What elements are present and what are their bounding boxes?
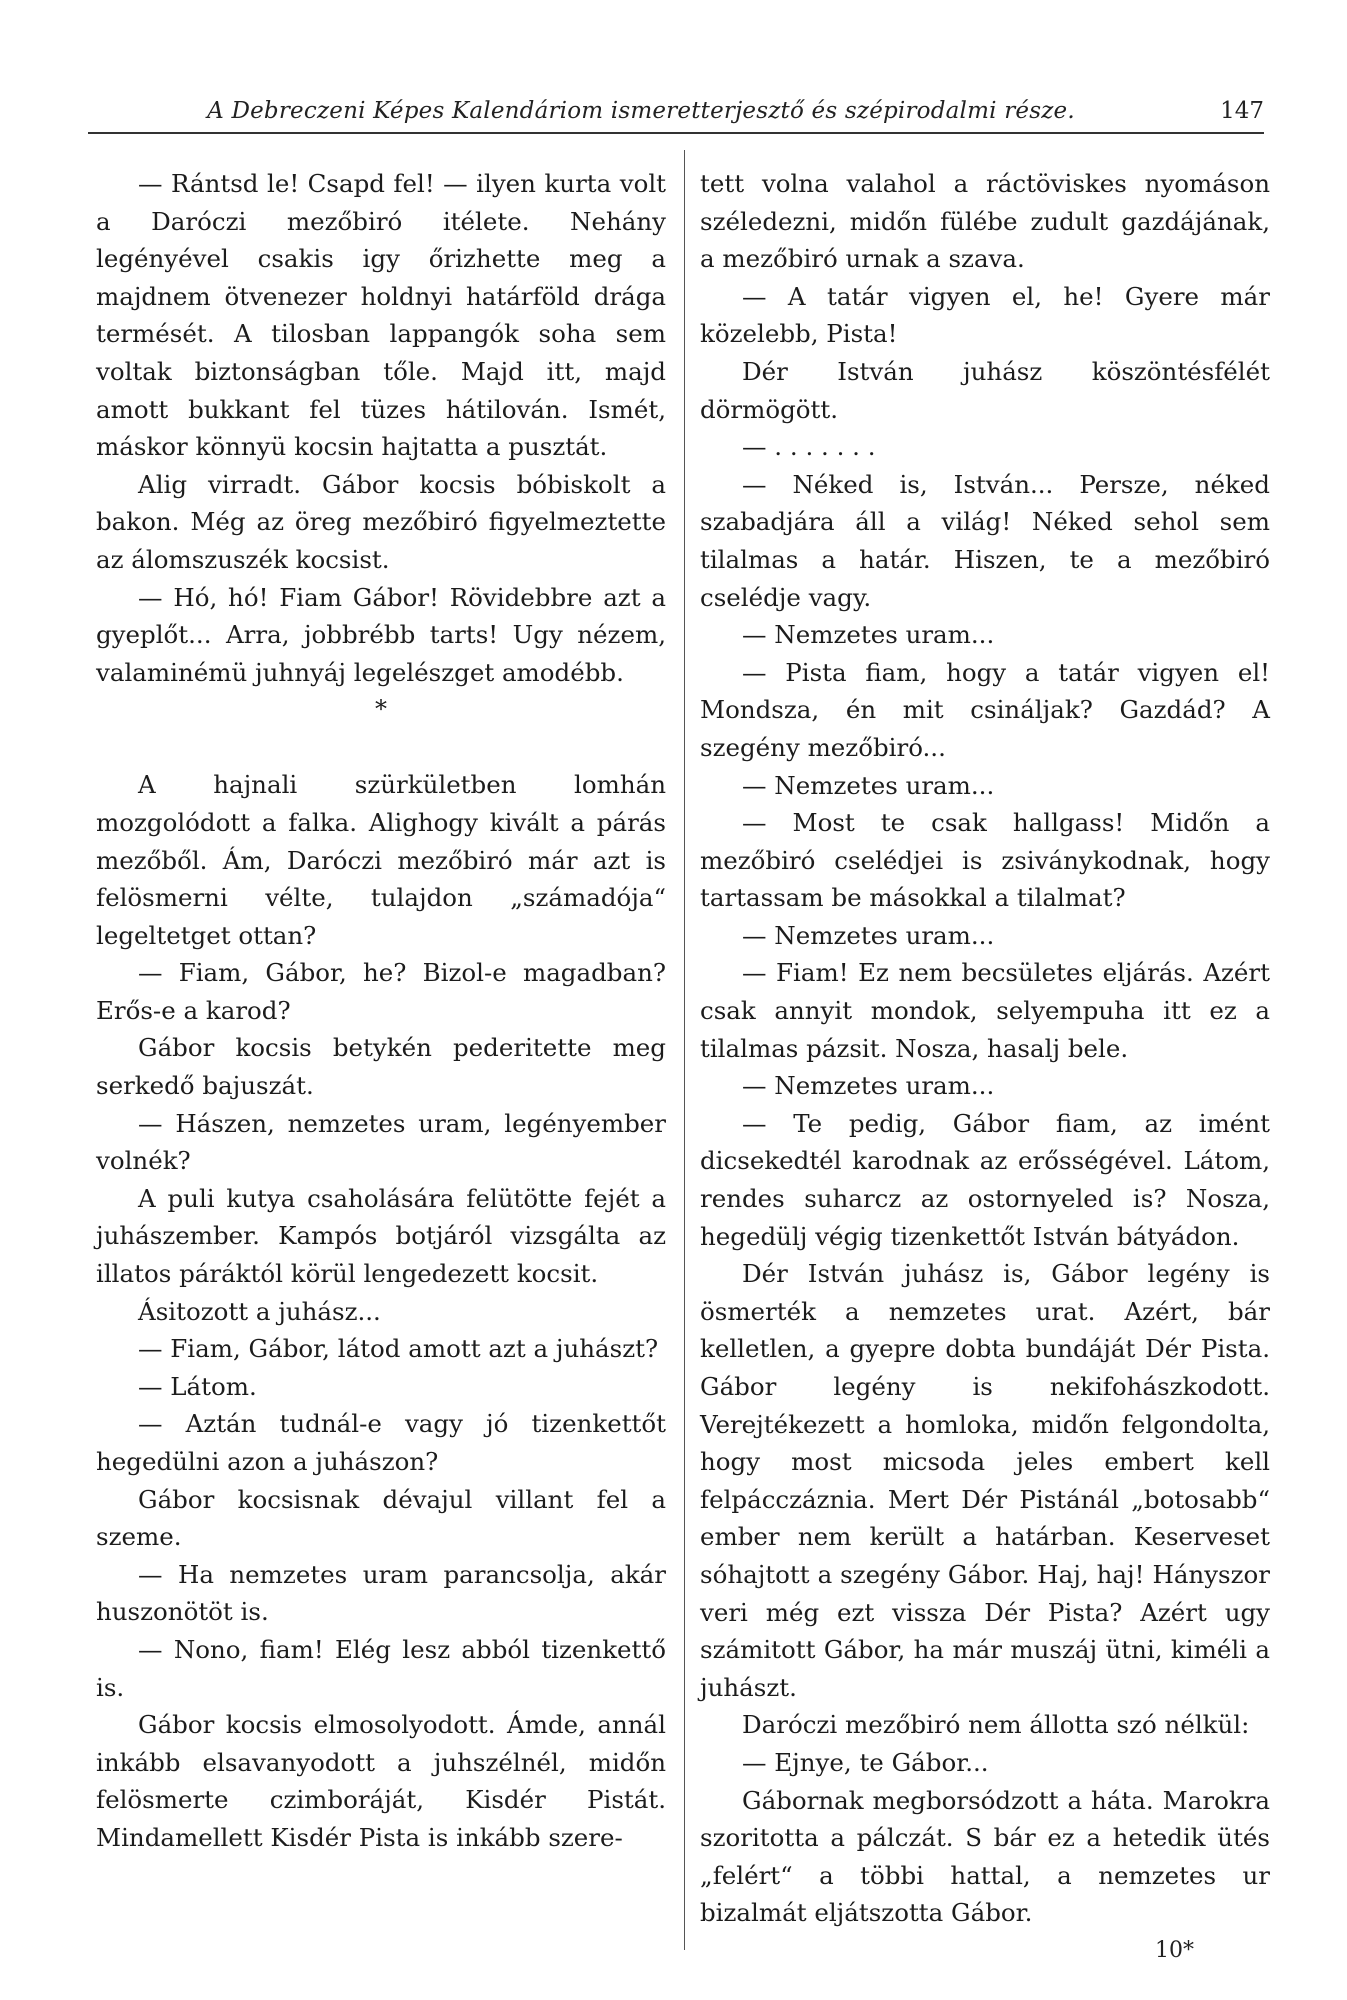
paragraph: — Látom.	[138, 1371, 257, 1401]
paragraph: — Fiam, Gábor, he? Bizol-e magadban? Erős-e a karod?	[96, 958, 666, 1025]
paragraph: — Most te csak hallgass! Midőn a mezőbiró cselédjei is zsiványkodnak, hogy tartassam be másokkal a tilalmat?	[700, 808, 1270, 913]
paragraph: Dér István juhász köszöntésfélét dörmögött.	[700, 356, 1270, 424]
paragraph: — Nono, fiam! Elég lesz abból tizenkettő is.	[96, 1634, 666, 1702]
section-break: *	[375, 695, 387, 724]
paragraph: — Ejnye, te Gábor...	[742, 1747, 989, 1777]
column-divider	[684, 150, 685, 1950]
paragraph: A hajnali szürkületben lomhán mozgolódott a falka. Alighogy kivált a párás mezőből. Ám, Daróczi mezőbiró már azt is felösmerni vélte, tulajdon „számadója“ legeltetget ottan?	[96, 770, 666, 950]
paragraph: — Te pedig, Gábor fiam, az imént dicsekedtél karodnak az erősségével. Látom, rendes suharcz az ostornyeled is? Nosza, hegedülj végig tizenkettőt István bátyádon.	[700, 1108, 1270, 1251]
paragraph: Gábor kocsisnak dévajul villant fel a szeme.	[96, 1484, 666, 1552]
header-title: A Debreczeni Képes Kalendáriom ismeretterjesztő és szépirodalmi része.	[207, 98, 1075, 124]
paragraph: Alig virradt. Gábor kocsis bóbiskolt a bakon. Még az öreg mezőbiró figyelmeztette az álomszuszék kocsist.	[96, 469, 666, 574]
paragraph: — Néked is, István... Persze, néked szabadjára áll a világ! Néked sehol sem tilalmas a határ. Hiszen, te a mezőbiró cselédje vagy.	[700, 469, 1270, 612]
paragraph: — Fiam, Gábor, látod amott azt a juhászt?	[138, 1334, 659, 1364]
paragraph: Ásitozott a juhász...	[138, 1296, 381, 1326]
paragraph: — Fiam! Ez nem becsületes eljárás. Azért csak annyit mondok, selyempuha itt ez a tilalmas pázsit. Nosza, hasalj bele.	[700, 958, 1270, 1063]
signature-mark: 10*	[1155, 1938, 1194, 1963]
paragraph: — Aztán tudnál-e vagy jó tizenkettőt hegedülni azon a juhászon?	[96, 1409, 666, 1476]
paragraph: Dér István juhász is, Gábor legény is ösmerték a nemzetes urat. Azért, bár kelletlen, a gyepre dobta bundáját Dér Pista. Gábor legény is nekifohászkodott. Verejtékezett a homloka, midőn felgondolta, hogy most micsoda jeles embert kell felpácczáznia. Mert Dér Pistánál „botosabb“ ember nem került a határban. Keserveset sóhajtott a szegény Gábor. Haj, haj! Hányszor veri még ezt vissza Dér Pista? Azért ugy számitott Gábor, ha már muszáj ütni, kiméli a juhászt.	[700, 1259, 1270, 1702]
paragraph: — Hászen, nemzetes uram, legényember volnék?	[96, 1108, 666, 1176]
paragraph: — Nemzetes uram...	[742, 770, 995, 800]
running-header	[88, 98, 1264, 132]
paragraph: Gábor kocsis elmosolyodott. Ámde, annál inkább elsavanyodott a juhszélnél, midőn felösmerte czimboráját, Kisdér Pistát. Mindamellett Kisdér Pista is inkább szere-	[96, 1710, 666, 1852]
paragraph: tett volna valahol a ráctöviskes nyomáson széledezni, midőn fülébe zudult gazdájának, a mezőbiró urnak a szava.	[700, 169, 1270, 274]
paragraph: — Hó, hó! Fiam Gábor! Rövidebbre azt a gyeplőt... Arra, jobbrébb tarts! Ugy nézem, valaminémü juhnyáj legelészget amodébb.	[96, 582, 666, 687]
right-column	[700, 165, 1270, 1932]
paragraph: — . . . . . . .	[742, 432, 876, 462]
paragraph: A puli kutya csaholására felütötte fejét a juhászember. Kampós botjáról vizsgálta az illatos páráktól körül lengedezett kocsit.	[96, 1183, 666, 1289]
paragraph: Daróczi mezőbiró nem állotta szó nélkül:	[742, 1710, 1250, 1740]
paragraph: — Nemzetes uram...	[742, 920, 995, 950]
paragraph: — A tatár vigyen el, he! Gyere már közelebb, Pista!	[700, 281, 1270, 349]
header-rule	[88, 132, 1264, 134]
paragraph: — Rántsd le! Csapd fel! — ilyen kurta volt a Daróczi mezőbiró itélete. Nehány legényével csakis igy őrizhette meg a majdnem ötvenezer holdnyi határföld drága termését. A tilosban lappangók soha sem voltak biztonságban tőle. Majd itt, majd amott bukkant fel tüzes hátilován. Ismét, máskor könnyü kocsin hajtatta a pusztát.	[96, 169, 666, 462]
paragraph: — Nemzetes uram...	[742, 1071, 995, 1101]
paragraph: — Nemzetes uram...	[742, 620, 995, 650]
paragraph: Gábor kocsis betykén pederitette meg serkedő bajuszát.	[96, 1033, 666, 1101]
page-number: 147	[1220, 98, 1264, 124]
paragraph: — Pista fiam, hogy a tatár vigyen el! Mondsza, én mit csináljak? Gazdád? A szegény mezőbiró...	[700, 657, 1270, 762]
paragraph: — Ha nemzetes uram parancsolja, akár huszonötöt is.	[96, 1559, 666, 1627]
left-column	[96, 165, 666, 1857]
paragraph: Gábornak megborsódzott a háta. Marokra szoritotta a pálczát. S bár ez a hetedik ütés „felért“ a többi hattal, a nemzetes ur bizalmát eljátszotta Gábor.	[700, 1785, 1270, 1928]
